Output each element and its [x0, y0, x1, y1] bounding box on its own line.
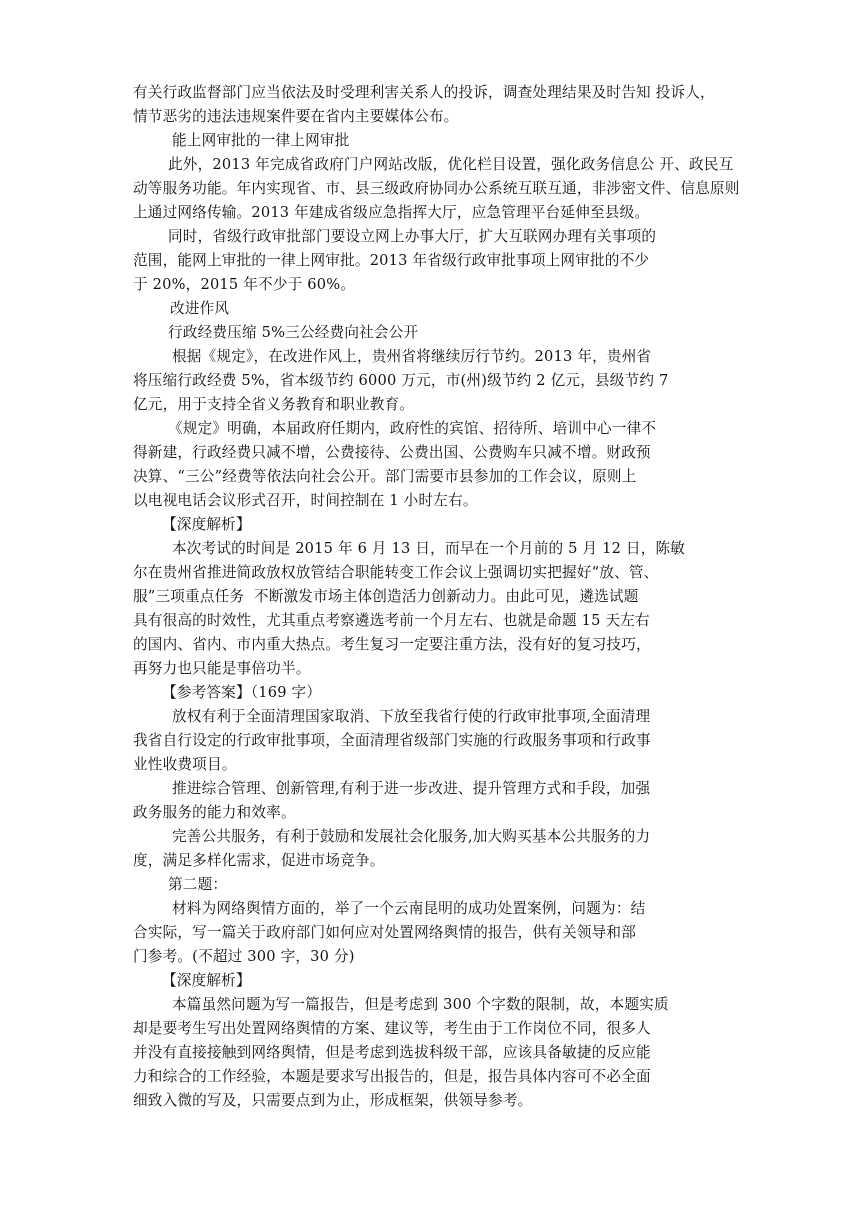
text-line: 动等服务功能。年内实现省、市、县三级政府协同办公系统互联互通，非涉密文件、信息原则: [133, 180, 740, 197]
text-line: 本次考试的时间是 2015 年 6 月 13 日，而早在一个月前的 5 月 12 日，陈敏: [172, 540, 686, 557]
section-heading: 行政经费压缩 5%三公经费向社会公开: [168, 324, 419, 341]
text-line: 上通过网络传输。2013 年建成省级应急指挥大厅，应急管理平台延伸至县级。: [133, 204, 650, 221]
section-heading: 【深度解析】: [162, 516, 251, 533]
text-line: 此外，2013 年完成省政府门户网站改版，优化栏目设置，强化政务信息公 开、政民互: [168, 156, 734, 173]
text-line: 尔在贵州省推进简政放权放管结合职能转变工作会议上强调切实把握好“放、管、: [133, 564, 659, 581]
text-line: 以电视电话会议形式召开，时间控制在 1 小时左右。: [133, 492, 478, 509]
text-line: 情节恶劣的违法违规案件要在省内主要媒体公布。: [133, 108, 459, 125]
text-line: 材料为网络舆情方面的，举了一个云南昆明的成功处置案例，问题为：结: [172, 900, 646, 917]
text-line: 根据《规定》，在改进作风上，贵州省将继续厉行节约。2013 年，贵州省: [172, 348, 652, 365]
text-line: 放权有利于全面清理国家取消、下放至我省行使的行政审批事项,全面清理: [172, 708, 651, 725]
section-heading: 【参考答案】（169 字）: [162, 684, 322, 701]
text-line: 政务服务的能力和效率。: [133, 804, 296, 821]
section-heading: 改进作风: [170, 300, 230, 317]
text-line: 推进综合管理、创新管理,有利于进一步改进、提升管理方式和手段，加强: [172, 780, 651, 797]
text-line: 业性收费项目。: [133, 756, 237, 773]
text-line: 再努力也只能是事倍功半。: [133, 660, 311, 677]
text-line: 决算、“三公”经费等依法向社会公开。部门需要市县参加的工作会议，原则上: [133, 468, 637, 485]
text-line: 于 20%，2015 年不少于 60%。: [133, 276, 356, 293]
text-line: 同时，省级行政审批部门要设立网上办事大厅，扩大互联网办理有关事项的: [168, 228, 657, 245]
text-line: 完善公共服务，有利于鼓励和发展社会化服务,加大购买基本公共服务的力: [172, 828, 651, 845]
text-line: 有关行政监督部门应当依法及时受理利害关系人的投诉，调查处理结果及时告知 投诉人，: [133, 84, 715, 101]
section-heading: 【深度解析】: [162, 972, 251, 989]
section-heading: 第二题：: [168, 876, 228, 893]
text-line: 将压缩行政经费 5%，省本级节约 6000 万元，市(州)级节约 2 亿元，县级节约 7: [133, 372, 669, 389]
text-line: 细致入微的写及，只需要点到为止，形成框架，供领导参考。: [133, 1092, 533, 1109]
text-line: 力和综合的工作经验，本题是要求写出报告的，但是，报告具体内容可不必全面: [133, 1068, 651, 1085]
text-line: 范围，能网上审批的一律上网审批。2013 年省级行政审批事项上网审批的不少: [133, 252, 650, 269]
text-line: 具有很高的时效性，尤其重点考察遴选考前一个月左右、也就是命题 15 天左右: [133, 612, 650, 629]
text-line: 《规定》明确，本届政府任期内，政府性的宾馆、招待所、培训中心一律不: [168, 420, 657, 437]
text-line: 的国内、省内、市内重大热点。考生复习一定要注重方法，没有好的复习技巧，: [133, 636, 651, 653]
text-line: 并没有直接接触到网络舆情，但是考虑到选拔科级干部，应该具备敏捷的反应能: [133, 1044, 651, 1061]
text-line: 亿元，用于支持全省义务教育和职业教育。: [133, 396, 415, 413]
text-line: 合实际，写一篇关于政府部门如何应对处置网络舆情的报告，供有关领导和部: [133, 924, 636, 941]
text-line: 服”三项重点任务 不断激发市场主体创造活力创新动力。由此可见，遴选试题: [133, 588, 639, 605]
text-line: 门参考。(不超过 300 字，30 分): [133, 948, 355, 965]
section-heading: 能上网审批的一律上网审批: [172, 132, 350, 149]
text-line: 得新建，行政经费只减不增，公费接待、公费出国、公费购车只减不增。财政预: [133, 444, 651, 461]
text-line: 本篇虽然问题为写一篇报告，但是考虑到 300 个字数的限制，故，本题实质: [172, 996, 669, 1013]
text-line: 度，满足多样化需求，促进市场竞争。: [133, 852, 385, 869]
text-line: 我省自行设定的行政审批事项，全面清理省级部门实施的行政服务事项和行政事: [133, 732, 651, 749]
text-line: 却是要考生写出处置网络舆情的方案、建议等，考生由于工作岗位不同，很多人: [133, 1020, 651, 1037]
